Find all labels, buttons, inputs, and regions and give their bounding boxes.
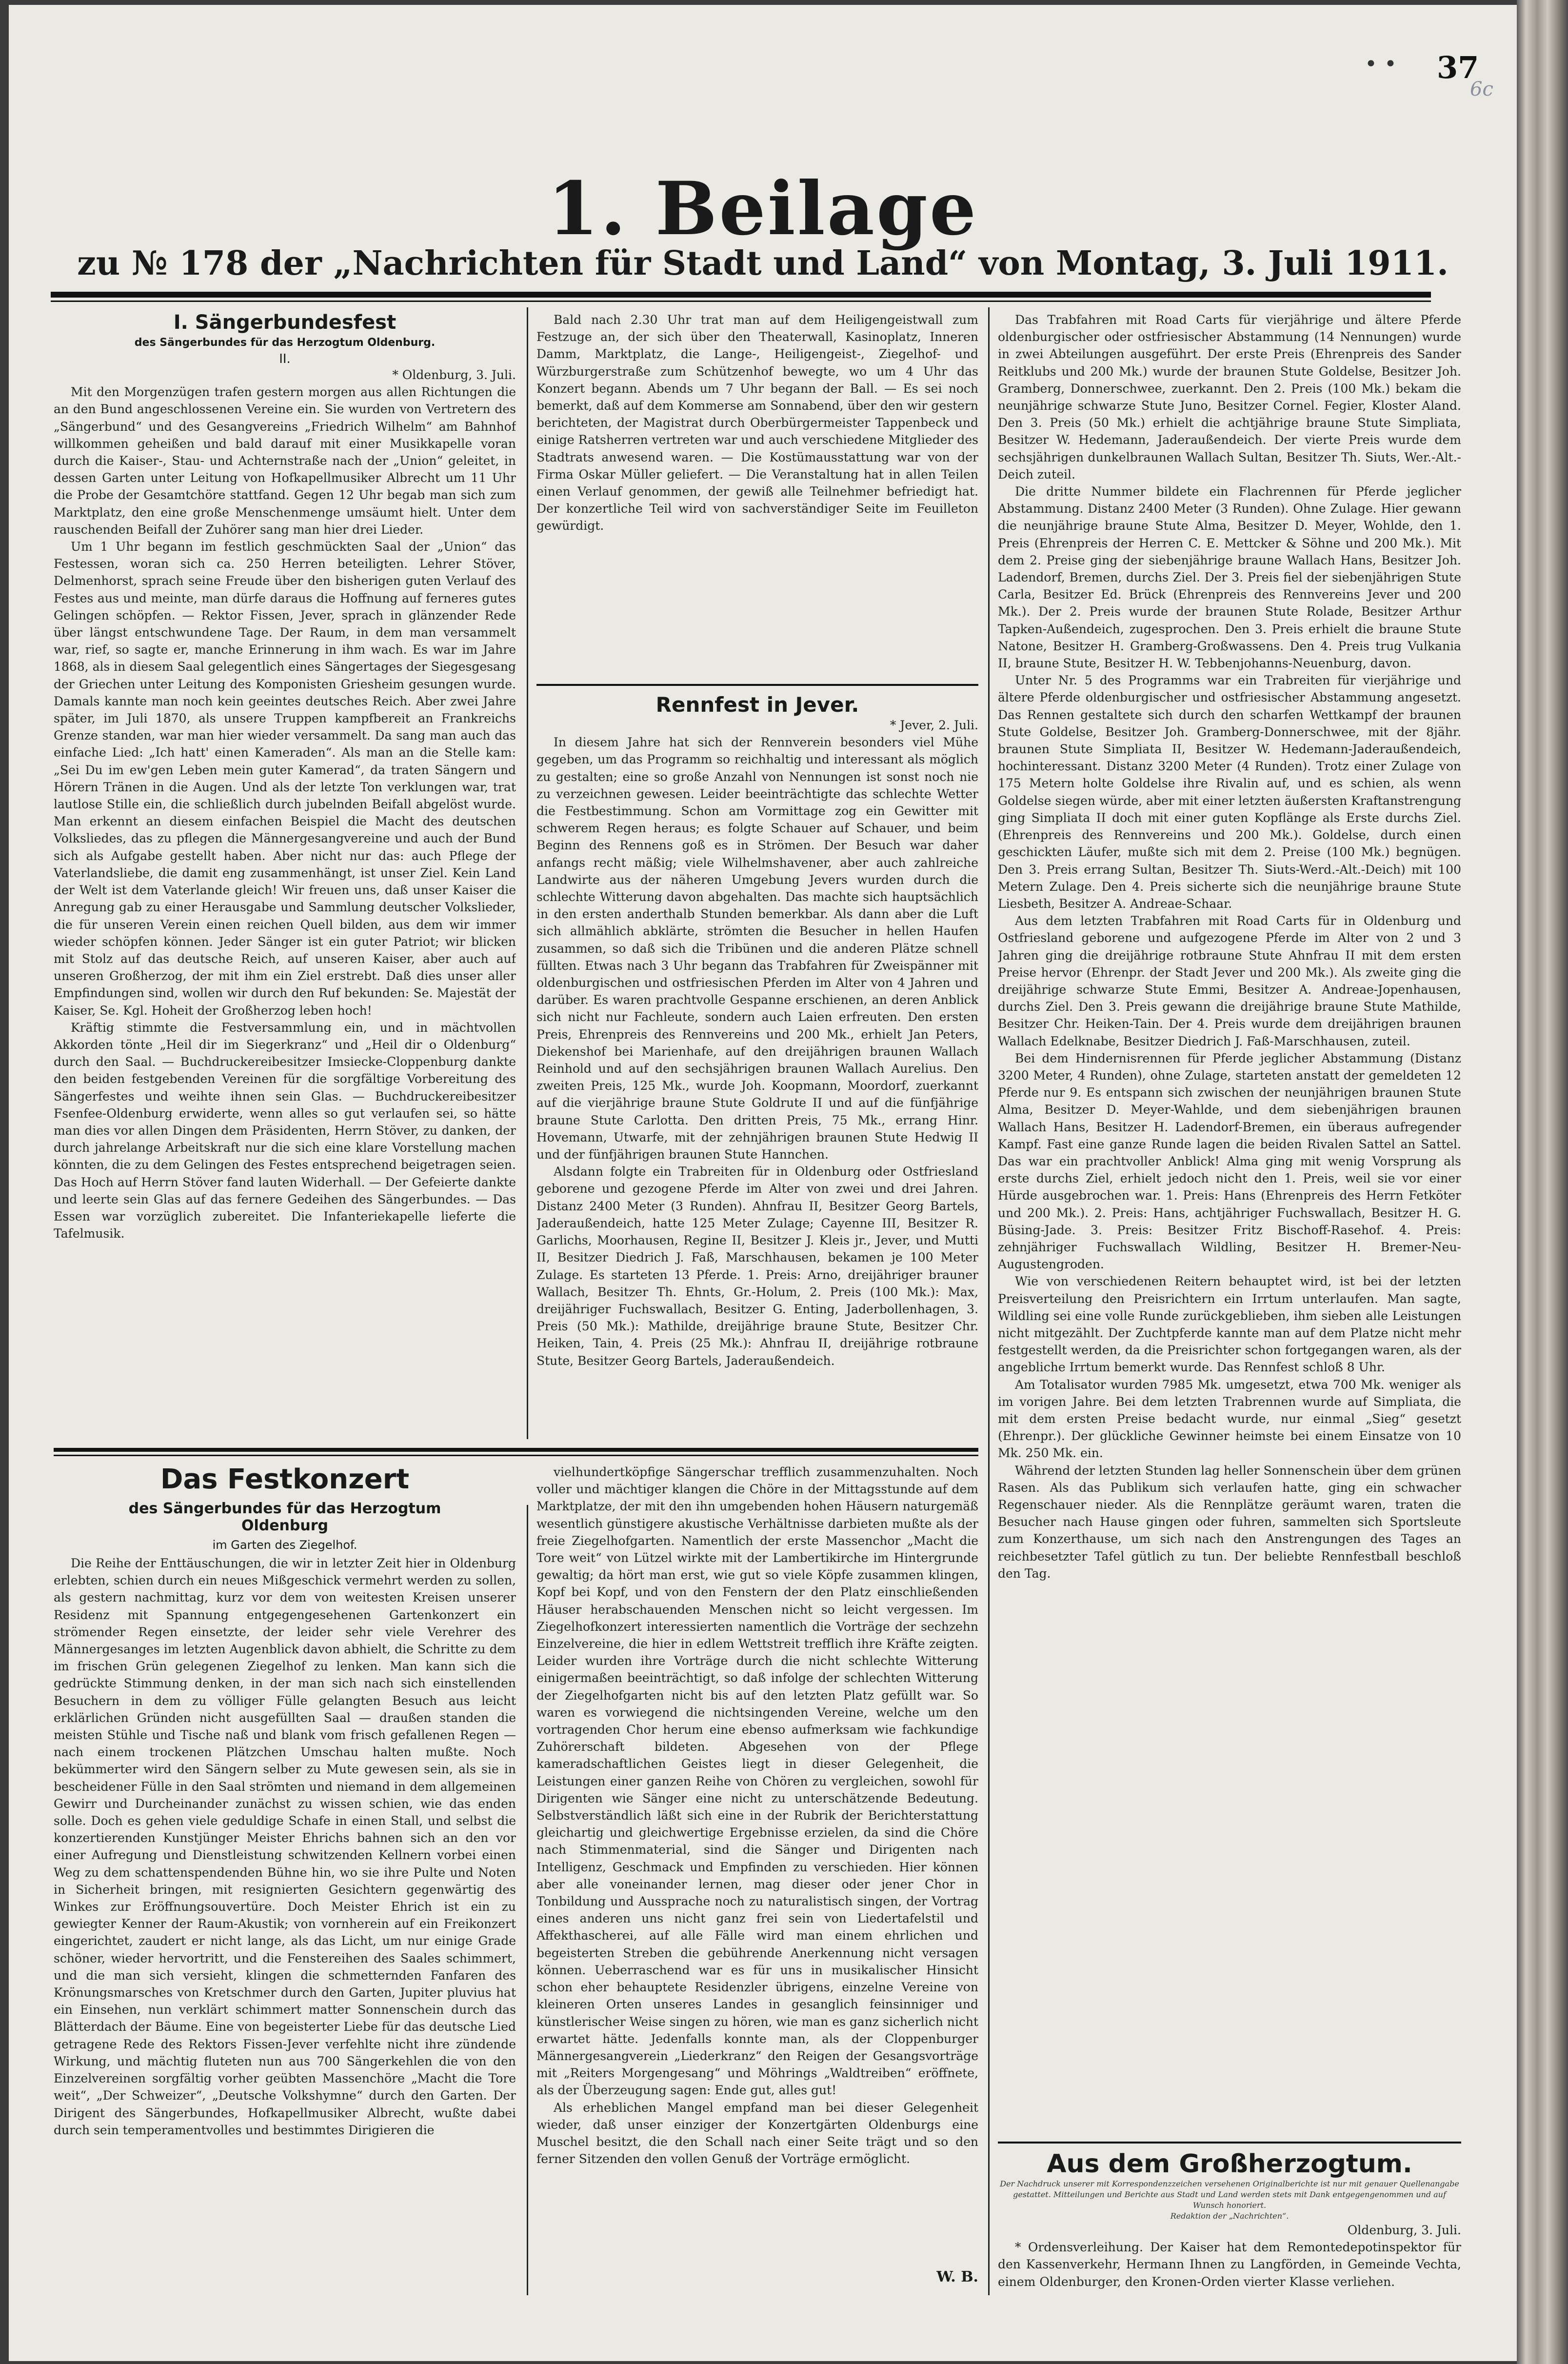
- article-saengerfest-col1: [54, 311, 516, 1438]
- pencil-note: 6c: [1470, 78, 1493, 100]
- reprint-note-signature: Redaktion der „Nachrichten“.: [1170, 2211, 1289, 2221]
- article-saengerfest-col2: [536, 311, 978, 672]
- paragraph: In diesem Jahre hat sich der Rennverein besonders viel Mühe gegeben, um das Programm so reichhaltig und interessant als möglich zu gestalten; eine so große Anzahl von Nennungen ist sonst noch nie zu verzeichnen gewesen. Leider beeinträchtigte das schlechte Wetter die Festbestimmung. Schon am Vormittage zog ein Gewitter mit schwerem Regen heraus; es folgte Schauer auf Schauer, und beim Beginn des Rennens goß es in Strömen. Der Besuch war daher anfangs recht mäßig; viele Wilhelmshavener, aber auch zahlreiche Landwirte aus der näheren Umgebung Jevers wurden durch die schlechte Witterung davon abgehalten. Das machte sich hauptsächlich in den ersten anderthalb Stunden bemerkbar. Als dann aber die Luft sich allmählich abklärte, strömten die Besucher in hellen Haufen zusammen, so daß sich die Tribünen und die anderen Plätze schnell füllten. Etwas nach 3 Uhr begann das Trabfahren für Zweispänner mit oldenburgischen und ostfriesischen Pferden im Alter von 4 Jahren und darüber. Es waren prachtvolle Gespanne erschienen, an deren Anblick sich nicht nur Fachleute, sondern auch Laien erfreuten. Den ersten Preis, Ehrenpreis des Rennvereins und 200 Mk., erhielt Jan Peters, Diekenshof bei Marienhafe, auf den dreijährigen braunen Wallach Reinhold und auf den sechsjährigen braunen Wallach Aurelius. Den zweiten Preis, 125 Mk., wurde Joh. Koopmann, Moordorf, zuerkannt auf die vierjährige braune Stute Goldrute II und auf die fünfjährige braune Stute Carlotta. Den dritten Preis, 75 Mk., errang Hinr. Hovemann, Utwarfe, mit der zehnjährigen braunen Stute Hedwig II und der fünfjährigen braunen Stute Hannchen.: [536, 735, 978, 1162]
- paragraph: Mit den Morgenzügen trafen gestern morgen aus allen Richtungen die an den Bund angeschlossenen Vereine ein. Sie wurden von Vertretern des „Sängerbund“ und des Gesangvereins „Friedrich Wilhelm“ am Bahnhof willkommen geheißen und bald darauf mit einer Musikkapelle voran durch die Kaiser-, Stau- und Achternstraße nach der „Union“ geleitet, in dessen Garten unter Leitung von Hofkapellmusiker Albrecht um 11 Uhr die Probe der Gesamtchöre stattfand. Gegen 12 Uhr begab man sich zum Marktplatz, den eine große Menschenmenge umsäumt hielt. Unter dem rauschenden Beifall der Zuhörer sang man hier drei Lieder.: [54, 385, 516, 537]
- grossherzogtum-rule: [998, 2142, 1461, 2144]
- article-heading: Aus dem Großherzogtum.: [1047, 2149, 1412, 2179]
- article-rennfest-col2: [536, 693, 978, 1439]
- column-divider-2: [988, 307, 990, 2295]
- article-separator: [536, 684, 978, 686]
- article-subheading: des Sängerbundes für das Herzogtum Oldenburg.: [134, 337, 436, 349]
- signature: W. B.: [936, 2268, 978, 2285]
- article-festkonzert-col1: [54, 1463, 516, 2295]
- paragraph: Bei dem Hindernisrennen für Pferde jeglicher Abstammung (Distanz 3200 Meter, 4 Runden), ohne Zulage, starteten anstatt der gemeldeten 12 Pferde nur 9. Es entspann sich zwischen der neunjährigen braunen Stute Alma, Besitzer D. Meyer-Wahlde, und dem siebenjährigen braunen Wallach Hans, Besitzer H. Ladendorf-Bremen, ein überaus aufregender Kampf. Fast eine ganze Runde lagen die beiden Rivalen Sattel an Sattel. Das war ein prachtvoller Anblick! Alma ging mit wenig Vorsprung als erste durchs Ziel, erhielt jedoch nicht den 1. Preis, weil sie vor einer Hürde ausgebrochen war. 1. Preis: Hans (Ehrenpreis des Herrn Fetköter und 200 Mk.). 2. Preis: Hans, achtjähriger Fuchswallach, Besitzer H. G. Büsing-Jade. 3. Preis: Besitzer Fritz Bischoff-Rasehof. 4. Preis: zehnjähriger Fuchswallach Wildling, Besitzer H. Bremer-Neu-Augustengroden.: [998, 1051, 1461, 1272]
- article-rennfest-col3: [998, 311, 1461, 2126]
- dateline: * Oldenburg, 3. Juli.: [392, 368, 516, 382]
- paragraph: Bald nach 2.30 Uhr trat man auf dem Heiligengeistwall zum Festzuge an, der sich über den Theaterwall, Kasinoplatz, Inneren Damm, Marktplatz, die Lange-, Heiligengeist-, Ziegelhof- und Würzburgerstraße zum Schützenhof bewegte, wo um 4 Uhr das Konzert begann. Abends um 7 Uhr begann der Ball. — Es sei noch bemerkt, daß auf dem Kommerse am Sonnabend, über den wir gestern berichteten, der Magistrat durch Oberbürgermeister Tappenbeck und einige Ratsherren vertreten war und auch verschiedene Mitglieder des Stadtrats anwesend waren. — Die Kostümausstattung war von der Firma Oskar Müller geliefert. — Die Veranstaltung hat in allen Teilen einen Verlauf genommen, der gewiß alle Teilnehmer befriedigt hat. Der konzertliche Teil wird von sachverständiger Seite im Feuilleton gewürdigt.: [536, 313, 978, 533]
- newspaper-page: [9, 5, 1517, 2361]
- article-subheading: Oldenburg: [241, 1517, 329, 1534]
- article-heading: Rennfest in Jever.: [655, 693, 859, 717]
- paragraph: vielhundertköpfige Sängerschar trefflich zusammenzuhalten. Noch voller und mächtiger klangen die Chöre in der Mittagsstunde auf dem Marktplatze, der mit den ihn umgebenden hohen Häusern naturgemäß wesentlich günstigere akustische Verhältnisse darbieten mußte als der freie Ziegelhofgarten. Namentlich der erste Massenchor „Macht die Tore weit“ von Lützel wirkte mit der Lambertikirche im Hintergrunde gewaltig; da hört man erst, wie gut so viele Köpfe zusammen klingen, Kopf bei Kopf, und von den Fenstern der den Platz einschließenden Häuser herabschauenden Menschen nicht so leicht vergessen. Im Ziegelhofkonzert interessierten namentlich die Vorträge der sechzehn Einzelvereine, die hier in edlem Wettstreit trefflich ihre Kräfte zeigten. Leider wurden ihre Vorträge durch die nicht schlechte Witterung einigermaßen beeinträchtigt, so daß infolge der schlechten Witterung der Ziegelhofgarten nicht bis auf den letzten Platz gefüllt war. So waren es vorwiegend die nichtsingenden Vereine, welche um den vortragenden Chor herum eine ebenso aufmerksam wie fachkundige Zuhörerschaft bildeten. Abgesehen von der Pflege kameradschaftlichen Geistes liegt in dieser Gelegenheit, die Leistungen einer ganzen Reihe von Chören zu vergleichen, sowohl für Dirigenten wie Sänger eine nicht zu unterschätzende Bedeutung. Selbstverständlich läßt sich eine in der Rubrik der Berichterstattung gleichartig und gleichwertige Ergebnisse erzielen, da sind die Chöre nach Stimmenmaterial, sind die Sänger und Dirigenten nach Intelligenz, Geschmack und Empfinden zu verschieden. Hier können aber alle voneinander lernen, mag dieser oder jener Chor in Tonbildung und Aussprache noch zu naturalistisch singen, der Vortrag eines anderen uns nicht ganz frei sein von Liedertafelstil und Affekthascherei, auf alle Fälle wird man einem ehrlichen und begeisterten Streben die gebührende Anerkennung nicht versagen können. Ueberraschend war es für uns in musikalischer Hinsicht schon eher behauptete Residenzler übrigens, einzelne Vereine von kleineren Orten unseres Landes in gesanglich feinsinniger und künstlerischer Weise singen zu hören, wie man es ganz sicherlich nicht erwartet hätte. Jedenfalls konnte man, als der Cloppenburger Männergesangverein „Liederkranz“ den Reigen der Gesangsvorträge mit „Reiters Morgengesang“ und Möhrings „Waldtreiben“ eröffnete, als der Überzeugung sagen: Ende gut, alles gut!: [536, 1465, 978, 2098]
- column-divider-1: [527, 307, 528, 1439]
- paragraph: * Ordensverleihung. Der Kaiser hat dem Remontedepotinspektor für den Kassenverkehr, Hermann Ihnen zu Langförden, in Gemeinde Vechta, einem Oldenburger, den Kronen-Orden vierter Klasse verliehen.: [998, 2240, 1461, 2289]
- paragraph: Um 1 Uhr begann im festlich geschmückten Saal der „Union“ das Festessen, woran sich ca. 250 Herren beteiligten. Lehrer Stöver, Delmenhorst, sprach seine Freude über den bisherigen guten Verlauf des Festes aus und meinte, man dürfe daraus die Hoffnung auf ferneres gutes Gelingen schöpfen. — Rektor Fissen, Jever, sprach in glänzender Rede über längst entschwundene Tage. Der Raum, in dem man versammelt war, rief, so sagte er, manche Erinnerung in ihm wach. Es war im Jahre 1868, als in diesem Saal gelegentlich eines Sängertages der Siegesgesang der Griechen unter Leitung des Komponisten Griesheim gesungen wurde. Damals kannte man noch kein geeintes deutsches Reich. Aber zwei Jahre später, im Juli 1870, als unsere Truppen kampfbereit an Frankreichs Grenze standen, war man hier wieder versammelt. Da sang man auch das einfache Lied: „Ich hatt' einen Kameraden“. Als man an die Stelle kam: „Sei Du im ew'gen Leben mein guter Kamerad“, da traten Sängern und Hörern Tränen in die Augen. Und als der letzte Ton verklungen war, trat lautlose Stille ein, die schließlich durch jubelnden Beifall abgelöst wurde. Man erkennt an diesem einfachen Beispiel die Macht des deutschen Volksliedes, das zu pflegen die Männergesangvereine und auch der Bund sich als Aufgabe gestellt haben. Aber nicht nur das: auch Pflege der Vaterlandsliebe, die damit eng zusammenhängt, ist unser Ziel. Kein Land der Welt ist dem Vaterlande gleich! Wir freuen uns, daß unser Kaiser die Anregung gab zu einer Herausgabe und Sammlung deutscher Volkslieder, die für unseren Verein einen reichen Quell bilden, aus dem wir immer wieder schöpfen können. Jeder Sänger ist ein guter Patriot; wir blicken mit Stolz auf das deutsche Reich, auf unseren Kaiser, aber auch auf unseren Großherzog, der mit ihm ein Ziel erstrebt. Daß dies unser aller Empfindungen sind, wollen wir durch den Ruf bekunden: Se. Majestät der Kaiser, Se. Kgl. Hoheit der Großherzog leben hoch!: [54, 540, 516, 1018]
- paragraph: Aus dem letzten Trabfahren mit Road Carts für in Oldenburg und Ostfriesland geborene und aufgezogene Pferde im Alter von 2 und 3 Jahren ging die dreijährige rotbraune Stute Ahnfrau II mit dem ersten Preise hervor (Ehrenpr. der Stadt Jever und 200 Mk.). Als zweite ging die dreijährige schwarze Stute Emmi, Besitzer A. Andreae-Jopenhausen, durchs Ziel. Den 3. Preis gewann die dreijährige braune Stute Mathilde, Besitzer Chr. Heiken-Tain. Der 4. Preis wurde dem dreijährigen braunen Wallach Edelknabe, Besitzer Diedrich J. Faß-Marschhausen, zuteil.: [998, 914, 1461, 1048]
- header-rule-thick: [51, 292, 1431, 298]
- header-rule-thin: [51, 301, 1431, 302]
- margin-dots: • •: [1365, 52, 1397, 77]
- column-divider-1b: [527, 1505, 528, 2295]
- paragraph: Die Reihe der Enttäuschungen, die wir in letzter Zeit hier in Oldenburg erlebten, schien durch ein neues Mißgeschick vermehrt werden zu sollen, als gestern nachmittag, kurz vor dem von weitesten Kreisen unserer Residenz mit Spannung entgegengesehenen Gartenkonzert ein strömender Regen einsetzte, der leider sehr viele Verehrer des Männergesanges im letzten Augenblick davon abhielt, die Schritte zu dem im frischen Grün gelegenen Ziegelhof zu lenken. Man kann sich die gedrückte Stimmung denken, in der man sich nach sich einstellenden Besuchern in dem zu völliger Fülle gelangten Besuch aus leicht erklärlichen Gründen nicht ausgefüllten Saal — draußen standen die meisten Stühle und Tische naß und blank vom frisch gefallenen Regen — nach einem trockenen Plätzchen Umschau halten mußte. Noch bekümmerter wird den Sängern selber zu Mute gewesen sein, als sie in bescheidener Fülle in den Saal strömten und niemand in dem allgemeinen Gewirr und Durcheinander zunächst zu wissen schien, wie das enden solle. Doch es gehen viele geduldige Schafe in einen Stall, und selbst die konzertierenden Kunstjünger Meister Ehrichs bahnen sich an den vor einer Aufregung und Dienstleistung schwitzenden Kellnern vorbei einen Weg zu dem schattenspendenden Bühne hin, wo sie ihre Pulte und Noten in Sicherheit bringen, mit resignierten Gesichtern gegenwärtig des Winkes zur Eröffnungsouvertüre. Doch Meister Ehrich ist ein zu gewiegter Kenner der Raum-Akustik; von vornherein auf ein Freikonzert eingerichtet, zaudert er nicht lange, als das Licht, um nur einige Grade schöner, wieder hervortritt, und die Fenstereihen des Saales schimmert, und die man sich versieht, klingen die schmetternden Fanfaren des Krönungsmarsches von Kretschmer durch den Garten, Jupiter pluvius hat ein Einsehen, nun verklärt schimmert matter Sonnenschein durch das Blätterdach der Bäume. Eine von begeisterter Liebe für das deutsche Lied getragene Rede des Rektors Fissen-Jever verfehlte nicht ihre zündende Wirkung, und mächtig fluteten nun aus 700 Sängerkehlen die von den Einzelvereinen sorgfältig vorher geübten Massenchöre „Macht die Tore weit“, „Der Schweizer“, „Deutsche Volkshymne“ durch den Garten. Der Dirigent des Sängerbundes, Hofkapellmusiker Albrecht, wußte dabei durch sein temperamentvolles und bestimmtes Dirigieren die: [54, 1556, 516, 2137]
- paragraph: Wie von verschiedenen Reitern behauptet wird, ist bei der letzten Preisverteilung den Preisrichtern ein Irrtum unterlaufen. Man sagte, Wildling sei eine volle Runde zurückgeblieben, ihm sieben alle Leistungen nicht mitgezählt. Der Zuchtpferde kannte man auf dem Platze nicht mehr festgestellt werden, da die Preisrichter schon fortgegangen waren, als der angebliche Irrtum bemerkt wurde. Das Rennfest schloß 8 Uhr.: [998, 1274, 1461, 1375]
- paragraph: Alsdann folgte ein Trabreiten für in Oldenburg oder Ostfriesland geborene und gezogene Pferde im Alter von zwei und drei Jahren. Distanz 2400 Meter (3 Runden). Ahnfrau II, Besitzer Georg Bartels, Jaderaußendeich, hatte 125 Meter Zulage; Cayenne III, Besitzer R. Garlichs, Moorhausen, Regine II, Besitzer J. Kleis jr., Jever, und Mutti II, Besitzer Diedrich J. Faß, Marschhausen, bekamen je 100 Meter Zulage. Es starteten 13 Pferde. 1. Preis: Arno, dreijähriger brauner Wallach, Besitzer Th. Ehnts, Gr.-Holum, 2. Preis (100 Mk.): Max, dreijähriger Fuchswallach, Besitzer G. Enting, Jaderbollenhagen, 3. Preis (50 Mk.): Mathilde, dreijährige braune Stute, Besitzer Chr. Heiken, Tain, 4. Preis (25 Mk.): Ahnfrau II, dreijährige rotbraune Stute, Besitzer Georg Bartels, Jaderaußendeich.: [536, 1164, 978, 1368]
- paragraph: Am Totalisator wurden 7985 Mk. umgesetzt, etwa 700 Mk. weniger als im vorigen Jahre. Bei dem letzten Trabrennen wurde auf Simpliata, die mit dem ersten Preise bedacht wurde, nur einmal „Sieg“ gesetzt (Ehrenpr.). Der glückliche Gewinner heimste bei einem Einsatze von 10 Mk. 250 Mk. ein.: [998, 1377, 1461, 1461]
- article-heading: Das Festkonzert: [160, 1463, 410, 1495]
- supplement-title: 1. Beilage: [547, 166, 978, 252]
- festkonzert-rule-thin: [54, 1455, 978, 1456]
- article-grossherzogtum: [998, 2149, 1461, 2296]
- reprint-note: Der Nachdruck unserer mit Korrespondenzzeichen versehenen Originalberichte ist nur mit genauer Quellenangabe gestattet. Mitteilungen und Berichte aus Stadt und Land werden stets mit Dank entgegengenommen und auf Wunsch honoriert.: [1000, 2179, 1459, 2210]
- article-part: II.: [279, 352, 291, 366]
- paragraph: Während der letzten Stunden lag heller Sonnenschein über dem grünen Rasen. Als das Publikum sich verlaufen hatte, ging ein schwacher Regenschauer nieder. Als die Rennplätze geräumt waren, traten die Besucher nach Hause gingen oder fuhren, sammelten sich Sportsleute zum Konzerthause, um sich nach den Anstrengungen des Tages an reichbesetzter Tafel gütlich zu tun. Der beliebte Rennfestball beschloß den Tag.: [998, 1463, 1461, 1581]
- paragraph: Kräftig stimmte die Festversammlung ein, und in mächtvollen Akkorden tönte „Heil dir im Siegerkranz“ und „Heil dir o Oldenburg“ durch den Saal. — Buchdruckereibesitzer Imsiecke-Cloppenburg dankte den beiden festgebenden Vereinen für die sorgfältige Vorbereitung des Sängerfestes und weihte ihnen sein Glas. — Buchdruckereibesitzer Fsenfee-Oldenburg erwiderte, wenn alles so gut verlaufen sei, so hätte man dies vor allen Dingen dem Präsidenten, Herrn Stöver, zu danken, der durch jahrelange Arbeitskraft nur die sich eine klare Vorstellung machen könnten, die zu dem Gelingen des Festes entsprechend beigetragen seien. Das Hoch auf Herrn Stöver fand lauten Widerhall. — Der Gefeierte dankte und leerte sein Glas auf das fernere Gedeihen des Sängerbundes. — Das Essen war vorzüglich zubereitet. Die Infanteriekapelle lieferte die Tafelmusik.: [54, 1020, 516, 1241]
- paragraph: Die dritte Nummer bildete ein Flachrennen für Pferde jeglicher Abstammung. Distanz 2400 Meter (3 Runden). Ohne Zulage. Hier gewann die neunjährige braune Stute Alma, Besitzer D. Meyer, Wohlde, den 1. Preis (Ehrenpreis der Herren C. E. Mettcker & Söhne und 200 Mk.). Mit dem 2. Preise ging der siebenjährige braune Wallach Hans, Besitzer Joh. Ladendorf, Bremen, durchs Ziel. Der 3. Preis fiel der siebenjährigen Stute Carla, Besitzer Ed. Brück (Ehrenpreis des Rennvereins Jever und 200 Mk.). Der 2. Preis wurde der braunen Stute Rolade, Besitzer Arthur Tapken-Außendeich, zugesprochen. Den 3. Preis erhielt die braune Stute Natone, Besitzer H. Gramberg-Großwassens. Den 4. Preis trug Vulkania II, braune Stute, Besitzer H. W. Tebbenjohanns-Neuenburg, davon.: [998, 484, 1461, 671]
- book-binding-edge: [1517, 0, 1568, 2364]
- paragraph: Das Trabfahren mit Road Carts für vierjährige und ältere Pferde oldenburgischer oder ostfriesischer Abstammung (14 Nennungen) wurde in zwei Abteilungen ausgeführt. Der erste Preis (Ehrenpreis des Sander Reitklubs und 200 Mk.) wurde der braunen Stute Goldelse, Besitzer Joh. Gramberg, Donnerschwee, zuerkannt. Den 2. Preis (100 Mk.) bekam die neunjährige schwarze Stute Juno, Besitzer Cornel. Fegier, Kloster Aland. Den 3. Preis (50 Mk.) erhielt die achtjährige braune Stute Simpliata, Besitzer W. Hedemann, Jaderaußendeich. Der vierte Preis wurde dem sechsjährigen dunkelbraunen Wallach Sultan, Besitzer Th. Siuts, Wer.-Alt.-Deich zuteil.: [998, 313, 1461, 481]
- dateline: Oldenburg, 3. Juli.: [1347, 2223, 1461, 2237]
- festkonzert-rule-thick: [54, 1448, 978, 1452]
- article-festkonzert-col2: [536, 1463, 978, 2295]
- dateline: * Jever, 2. Juli.: [890, 718, 978, 732]
- supplement-subtitle: zu № 178 der „Nachrichten für Stadt und Land“ von Montag, 3. Juli 1911.: [77, 244, 1449, 283]
- paragraph: Unter Nr. 5 des Programms war ein Trabreiten für vierjährige und ältere Pferde oldenburgischer und ostfriesischer Abstammung angesetzt. Das Rennen gestaltete sich durch den scharfen Wettkampf der braunen Stute Goldelse, Besitzer Joh. Gramberg-Donnerschwee, mit der 8jähr. braunen Stute Simpliata II, Besitzer W. Hedemann-Jaderaußendeich, hochinteressant. Distanz 3200 Meter (4 Runden). Trotz einer Zulage von 175 Metern holte Goldelse ihre Rivalin auf, und es schien, als wenn Goldelse siegen würde, aber mit einer letzten äußersten Kraftanstrengung ging Simpliata II doch mit einer guten Kopflänge als Erste durchs Ziel. (Ehrenpreis des Rennvereins und 200 Mk.). Goldelse, durch einen geschickten Läufer, mußte sich mit dem 2. Preise (100 Mk.) begnügen. Den 3. Preis errang Sultan, Besitzer Th. Siuts-Werd.-Alt.-Deich) mit 100 Metern Zulage. Den 4. Preis sicherte sich die neunjährige braune Stute Liesbeth, Besitzer A. Andreae-Schaar.: [998, 673, 1461, 911]
- article-heading: I. Sängerbundesfest: [173, 311, 397, 334]
- page-number: 37: [1437, 50, 1479, 85]
- article-subheading: des Sängerbundes für das Herzogtum: [128, 1500, 441, 1517]
- paragraph: Als erheblichen Mangel empfand man bei dieser Gelegenheit wieder, daß unser einziger der Konzertgärten Oldenburgs eine Muschel besitzt, die den Schall nach einer Seite trägt und so den ferner Sitzenden den vollen Genuß der Vorträge ermöglicht.: [536, 2100, 978, 2166]
- article-subheading: im Garten des Ziegelhof.: [212, 1538, 357, 1552]
